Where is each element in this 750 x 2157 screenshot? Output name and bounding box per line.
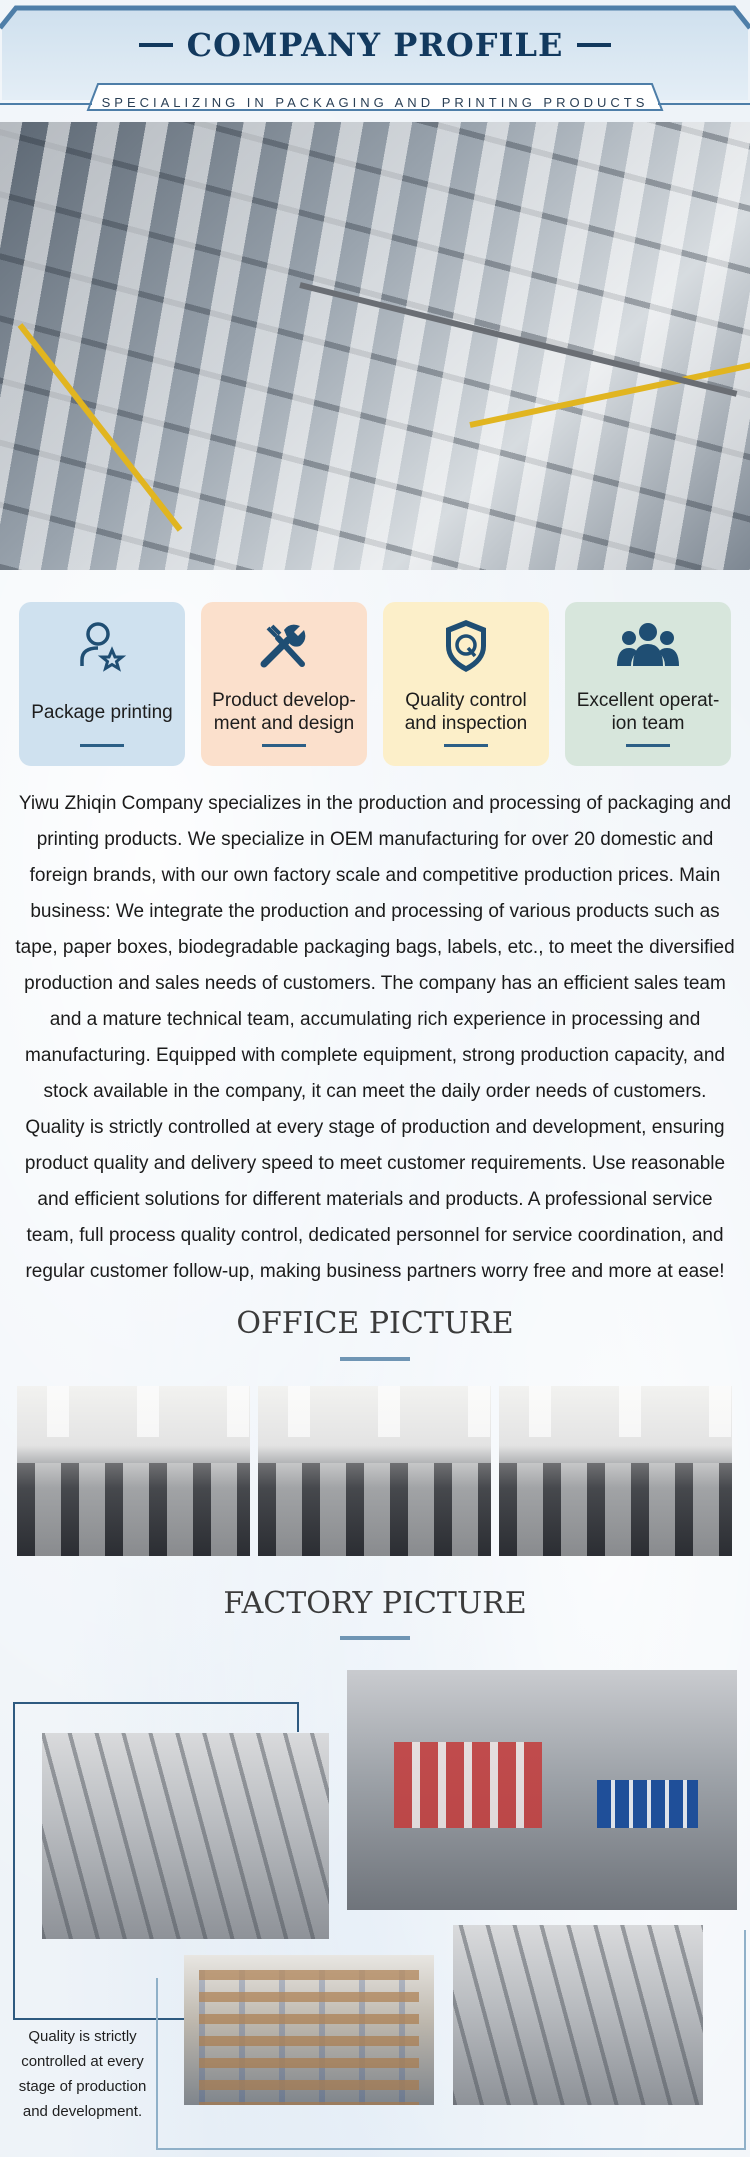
divider	[80, 744, 124, 747]
feature-label: Quality control and inspection	[404, 690, 528, 734]
feature-card-quality-control	[383, 602, 549, 766]
factory-hall-photo	[0, 122, 750, 570]
shield-q-icon	[436, 616, 496, 676]
factory-caption: Quality is strictly controlled at every stage of production and development.	[18, 2028, 147, 2120]
office-photo-3	[499, 1386, 732, 1556]
person-star-icon	[72, 616, 132, 676]
factory-section-rule	[340, 1636, 410, 1640]
page-subtitle: SPECIALIZING IN PACKAGING AND PRINTING PRODUCTS	[101, 95, 649, 110]
feature-card-product-development	[201, 602, 367, 766]
office-section-rule	[340, 1357, 410, 1361]
feature-label: Package printing	[31, 701, 173, 723]
frame-line	[156, 2148, 746, 2150]
feature-card-operation-team	[565, 602, 731, 766]
office-section-title: OFFICE PICTURE	[236, 1306, 514, 1341]
factory-section-title: FACTORY PICTURE	[223, 1586, 527, 1621]
office-photo-2	[258, 1386, 491, 1556]
team-icon	[613, 616, 683, 676]
frame-line	[13, 1702, 299, 1704]
company-description: Yiwu Zhiqin Company specializes in the production and processing of packaging and printing products. We specialize in OEM manufacturing for over 20 domestic and foreign brands, with our own factory scale and competitive production prices. Main business: We integrate the production and processing of various products such as tape, paper boxes, biodegradable packaging bags, labels, etc., to meet the diversified production and sales needs of customers. The company has an efficient sales team and a mature technical team, accumulating rich experience in processing and manufacturing. Equipped with complete equipment, strong production capacity, and stock available in the company, it can meet the daily order needs of customers. Quality is strictly controlled at every stage of production and development, ensuring product quality and delivery speed to meet customer requirements. Use reasonable and efficient solutions for different materials and products. A professional service team, full process quality control, dedicated personnel for service coordination, and regular customer follow-up, making business partners worry free and more at ease!	[15, 793, 735, 1282]
frame-line	[13, 1702, 15, 2020]
divider	[262, 744, 306, 747]
factory-photo-assembly	[347, 1670, 737, 1910]
frame-line	[156, 1978, 158, 2150]
office-photo-1	[17, 1386, 250, 1556]
frame-line	[297, 1702, 299, 1732]
frame-line	[744, 1930, 746, 2150]
factory-photo-production-line	[453, 1925, 703, 2105]
feature-label: Product develop-ment and design	[212, 690, 356, 734]
frame-line	[13, 2018, 185, 2020]
factory-photo-warehouse	[184, 1955, 434, 2105]
page-title: COMPANY PROFILE	[0, 26, 750, 64]
header-banner	[0, 0, 750, 122]
feature-card-package-printing	[19, 602, 185, 766]
tools-icon	[254, 616, 314, 676]
factory-photo-conveyor	[42, 1733, 329, 1939]
feature-label: Excellent operat-ion team	[576, 690, 720, 734]
divider	[626, 744, 670, 747]
divider	[444, 744, 488, 747]
